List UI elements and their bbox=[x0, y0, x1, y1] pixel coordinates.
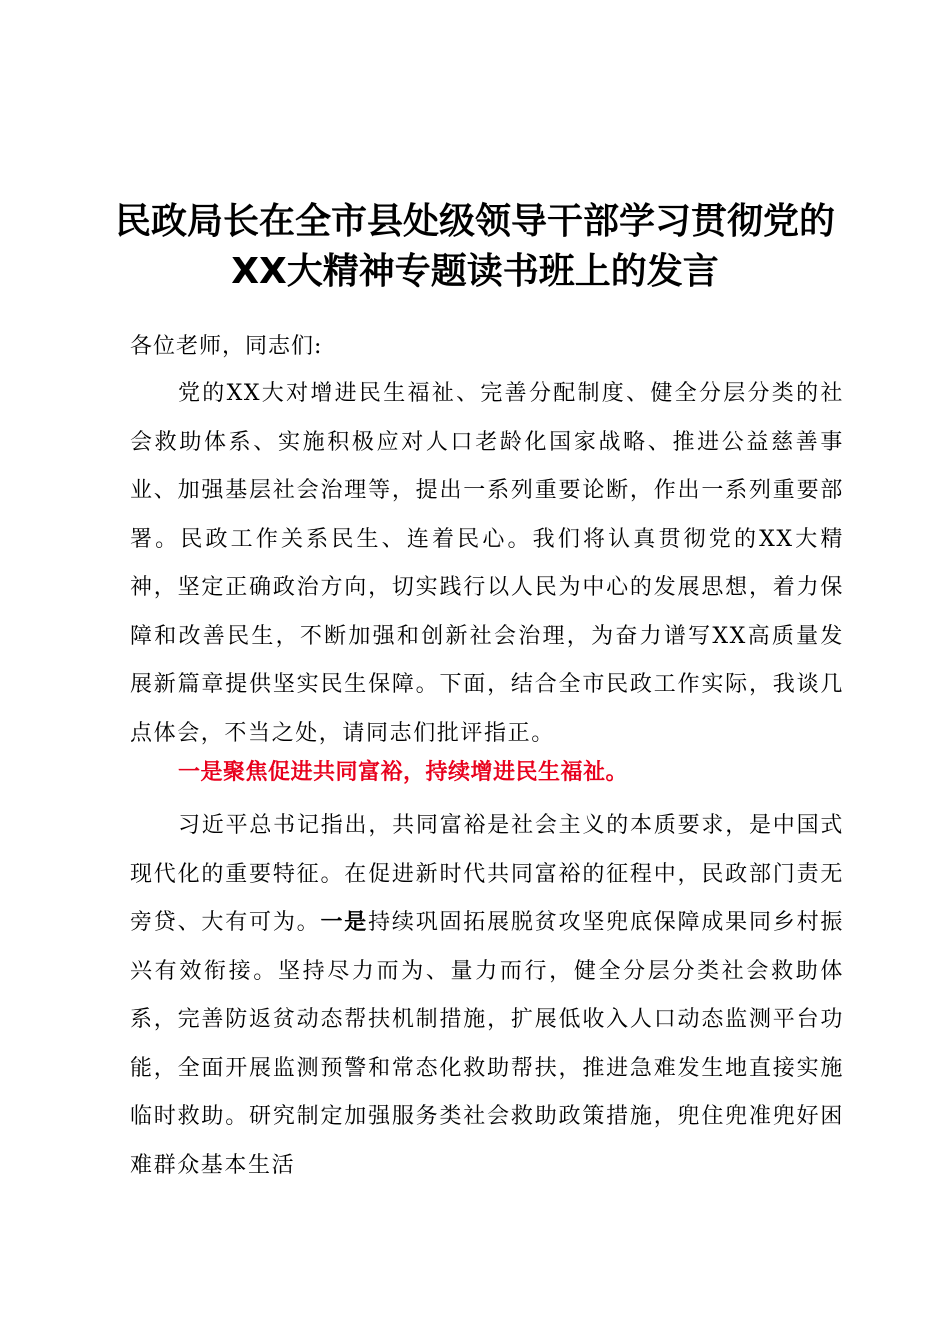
paragraph-intro: 党的XX大对增进民生福祉、完善分配制度、健全分层分类的社会救助体系、实施积极应对人口老龄化国家战略、推进公益慈善事业、加强基层社会治理等，提出一系列重要论断，作出一系列重要部署。民政工作关系民生、连着民心。我们将认真贯彻党的XX大精神，坚定正确政治方向，切实践行以人民为中心的发展思想，着力保障和改善民生，不断加强和创新社会治理，为奋力谱写XX高质量发展新篇章提供坚实民生保障。下面，结合全市民政工作实际，我谈几点体会，不当之处，请同志们批评指正。 bbox=[130, 381, 844, 746]
salutation: 各位老师，同志们: bbox=[130, 334, 323, 359]
paragraph-text: 持续巩固拓展脱贫攻坚兜底保障成果同乡村振兴有效衔接。坚持尽力而为、量力而行，健全分层分类社会救助体系，完善防返贫动态帮扶机制措施，扩展低收入人口动态监测平台功能，全面开展监测预警和常态化救助帮扶，推进急难发生地直接实施临时救助。研究制定加强服务类社会救助政策措施，兜住兜准兜好困难群众基本生活 bbox=[130, 910, 844, 1178]
paragraph-bold-marker: 一是 bbox=[320, 910, 369, 935]
paragraph-text: 习近平总书记指出，共同富裕是社会主义的本质要求，是中国式现代化的重要特征。在促进新时代共同富裕的征程中，民政部门责无旁贷、大有可为。 bbox=[130, 813, 844, 935]
document-title-line-1: 民政局长在全市县处级领导干部学习贯彻党的 bbox=[114, 201, 835, 242]
document-title-line-2: XX大精神专题读书班上的发言 bbox=[231, 251, 719, 292]
paragraph-section-1 bbox=[130, 802, 844, 1190]
section-heading: 一是聚焦促进共同富裕，持续增进民生福祉。 bbox=[178, 760, 629, 785]
